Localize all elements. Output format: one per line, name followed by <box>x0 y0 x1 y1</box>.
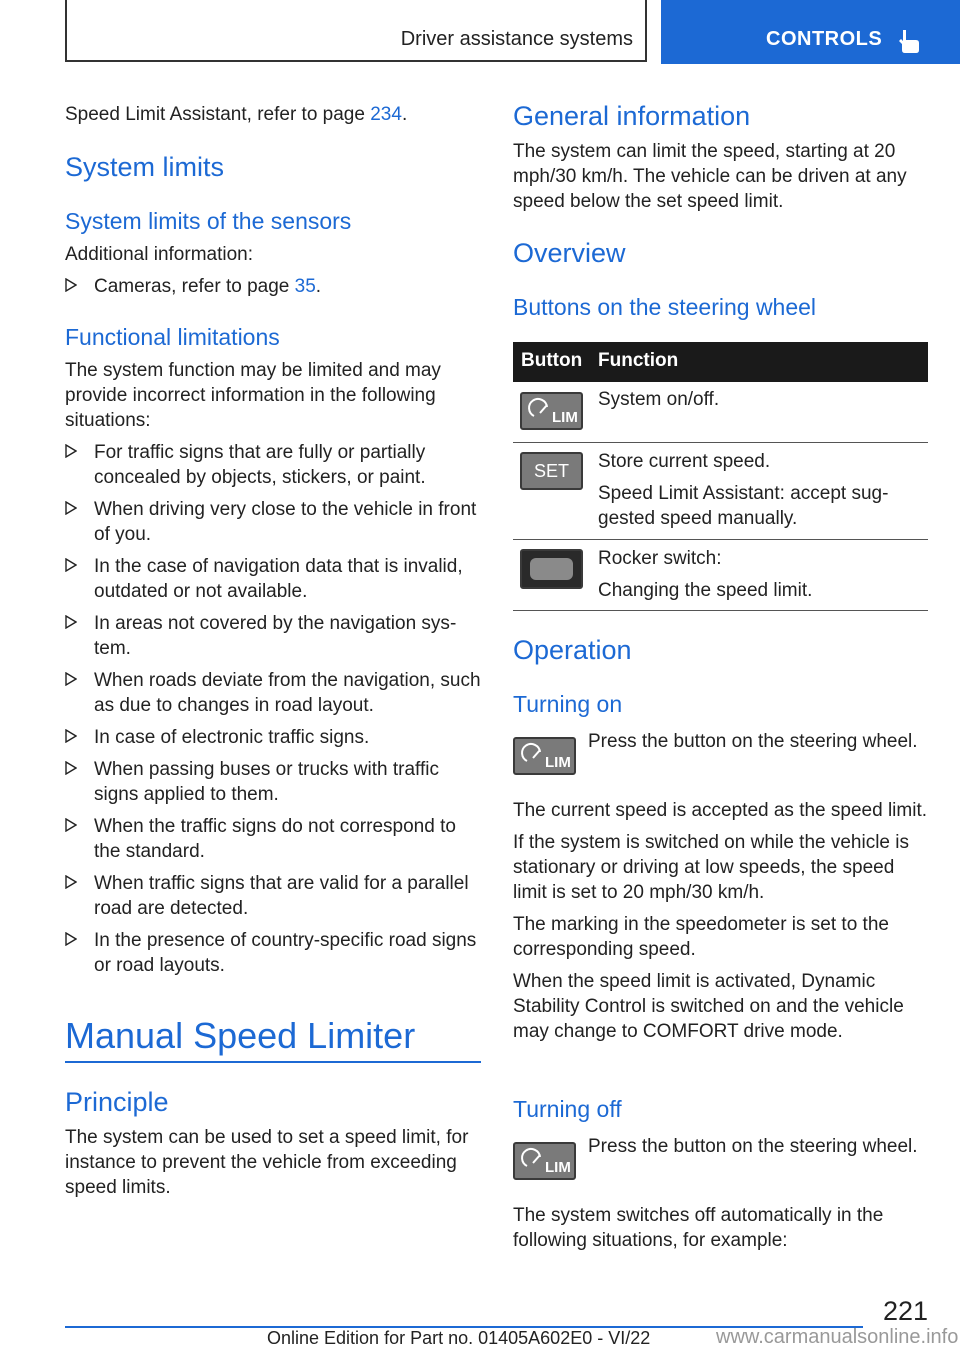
paragraph: The marking in the speedometer is set to the corresponding speed. <box>513 914 889 960</box>
intro-text: Speed Limit Assistant, refer to page <box>65 104 371 125</box>
pointing-hand-icon <box>898 28 920 54</box>
list-item <box>65 274 481 299</box>
heading-manual-speed-limiter: Manual Speed Limiter <box>65 1015 416 1056</box>
list-item <box>65 814 481 864</box>
running-header <box>65 0 647 62</box>
triangle-bullet-icon <box>65 932 77 946</box>
triangle-bullet-icon <box>65 761 77 775</box>
turning-on-paragraphs <box>513 798 928 1044</box>
list-item <box>65 440 481 490</box>
function-text: Rocker switch: <box>598 548 722 569</box>
function-text: Speed Limit Assistant: accept suggested speed manually. <box>598 483 889 529</box>
section-title: Driver assistance systems <box>400 28 633 50</box>
heading-overview: Overview <box>513 238 626 268</box>
table-row <box>598 546 928 603</box>
cameras-list <box>65 274 481 299</box>
heading-general-information: General information <box>513 101 751 131</box>
cameras-end: . <box>315 276 322 297</box>
heading-buttons-steering-wheel: Buttons on the steering wheel <box>513 294 817 320</box>
press-button-text: Press the button on the steering wheel. <box>588 731 918 752</box>
list-item <box>65 554 481 604</box>
set-label: SET <box>533 461 569 481</box>
situations-list <box>65 440 481 978</box>
row-divider <box>513 442 928 443</box>
lim-button-graphic <box>515 1144 574 1178</box>
situation-text: In the case of navigation data that is invalid, outdated or not available. <box>94 556 463 602</box>
triangle-bullet-icon <box>65 729 77 743</box>
list-item <box>65 928 481 978</box>
cameras-text: Cameras, refer to page <box>94 276 295 297</box>
heading-functional-limitations: Functional limitations <box>65 324 280 350</box>
limitations-intro: The system function may be limited and may provide incorrect information in the following situations: <box>65 360 441 431</box>
page-link-234[interactable]: 234 <box>370 104 402 125</box>
chapter-tab <box>661 0 960 64</box>
intro-end: . <box>401 104 408 125</box>
triangle-bullet-icon <box>65 444 77 458</box>
general-text: The system can limit the speed, starting at 20 mph/30 km/h. The vehicle can be driven at any speed below the set speed limit. <box>513 141 907 212</box>
list-item <box>65 725 481 750</box>
heading-turning-off: Turning off <box>513 1096 622 1122</box>
watermark: www.carmanualsonline.info <box>716 1326 959 1348</box>
paragraph: When the speed limit is activated, Dynamic Stability Control is switched on and the vehicle may change to COMFORT drive mode. <box>513 971 904 1042</box>
lim-button-icon <box>513 737 576 775</box>
table-row <box>598 387 928 412</box>
situation-text: When the traffic signs do not correspond to the standard. <box>94 816 456 862</box>
situation-text: When driving very close to the vehicle in front of you. <box>94 499 477 545</box>
lim-button-icon <box>513 1142 576 1180</box>
function-text: System on/off. <box>598 389 720 410</box>
list-item <box>65 871 481 921</box>
triangle-bullet-icon <box>65 818 77 832</box>
triangle-bullet-icon <box>65 615 77 629</box>
page-number: 221 <box>882 1296 928 1326</box>
rocker-switch-graphic <box>530 558 573 580</box>
row-divider <box>513 610 928 611</box>
heading-turning-on: Turning on <box>513 691 623 717</box>
col-button: Button <box>521 350 583 371</box>
lim-button-graphic <box>522 394 581 428</box>
chapter-title: CONTROLS <box>766 28 883 50</box>
situation-text: When traffic signs that are valid for a parallel road are detected. <box>94 873 469 919</box>
triangle-bullet-icon <box>65 672 77 686</box>
section-rule <box>65 1061 481 1063</box>
press-button-off-text: Press the button on the steering wheel. <box>588 1136 918 1157</box>
table-row <box>598 449 928 531</box>
triangle-bullet-icon <box>65 501 77 515</box>
row-divider <box>513 539 928 540</box>
heading-sensor-limits: System limits of the sensors <box>65 208 352 234</box>
lim-label: LIM <box>545 754 571 771</box>
lim-label: LIM <box>545 1159 571 1176</box>
principle-text: The system can be used to set a speed limit, for instance to prevent the vehicle from exceeding speed limits. <box>65 1127 469 1198</box>
list-item <box>65 611 481 661</box>
page-link-35[interactable]: 35 <box>294 276 316 297</box>
heading-operation: Operation <box>513 635 632 665</box>
function-text: Changing the speed limit. <box>598 580 813 601</box>
list-item <box>65 668 481 718</box>
additional-info: Additional information: <box>65 244 253 265</box>
triangle-bullet-icon <box>65 875 77 889</box>
function-text: Store current speed. <box>598 451 771 472</box>
list-item <box>65 497 481 547</box>
situation-text: In case of electronic traffic signs. <box>94 727 370 748</box>
triangle-bullet-icon <box>65 278 77 292</box>
lim-label: LIM <box>552 409 578 426</box>
rocker-switch-icon <box>520 549 583 589</box>
paragraph: If the system is switched on while the vehicle is stationary or driving at low speeds, the speed limit is set to 20 mph/30 km/h. <box>513 832 910 903</box>
triangle-bullet-icon <box>65 558 77 572</box>
table-header <box>513 342 928 382</box>
edition-text: Online Edition for Part no. 01405A602E0 - VI/22 <box>267 1328 651 1348</box>
set-button-icon <box>520 452 583 490</box>
situation-text: In areas not covered by the navigation system. <box>94 613 457 659</box>
situation-text: When passing buses or trucks with traffic signs applied to them. <box>94 759 439 805</box>
lim-button-graphic <box>515 739 574 773</box>
lim-button-icon <box>520 392 583 430</box>
off-text: The system switches off automatically in the following situations, for example: <box>513 1205 884 1251</box>
intro-paragraph <box>65 102 481 127</box>
heading-principle: Principle <box>65 1087 169 1117</box>
situation-text: In the presence of country-specific road signs or road layouts. <box>94 930 477 976</box>
col-function: Function <box>598 350 679 371</box>
heading-system-limits: System limits <box>65 152 225 182</box>
paragraph: The current speed is accepted as the speed limit. <box>513 800 928 821</box>
situation-text: For traffic signs that are fully or partially concealed by objects, stickers, or paint. <box>94 442 426 488</box>
list-item <box>65 757 481 807</box>
situation-text: When roads deviate from the navigation, such as due to changes in road layout. <box>94 670 481 716</box>
